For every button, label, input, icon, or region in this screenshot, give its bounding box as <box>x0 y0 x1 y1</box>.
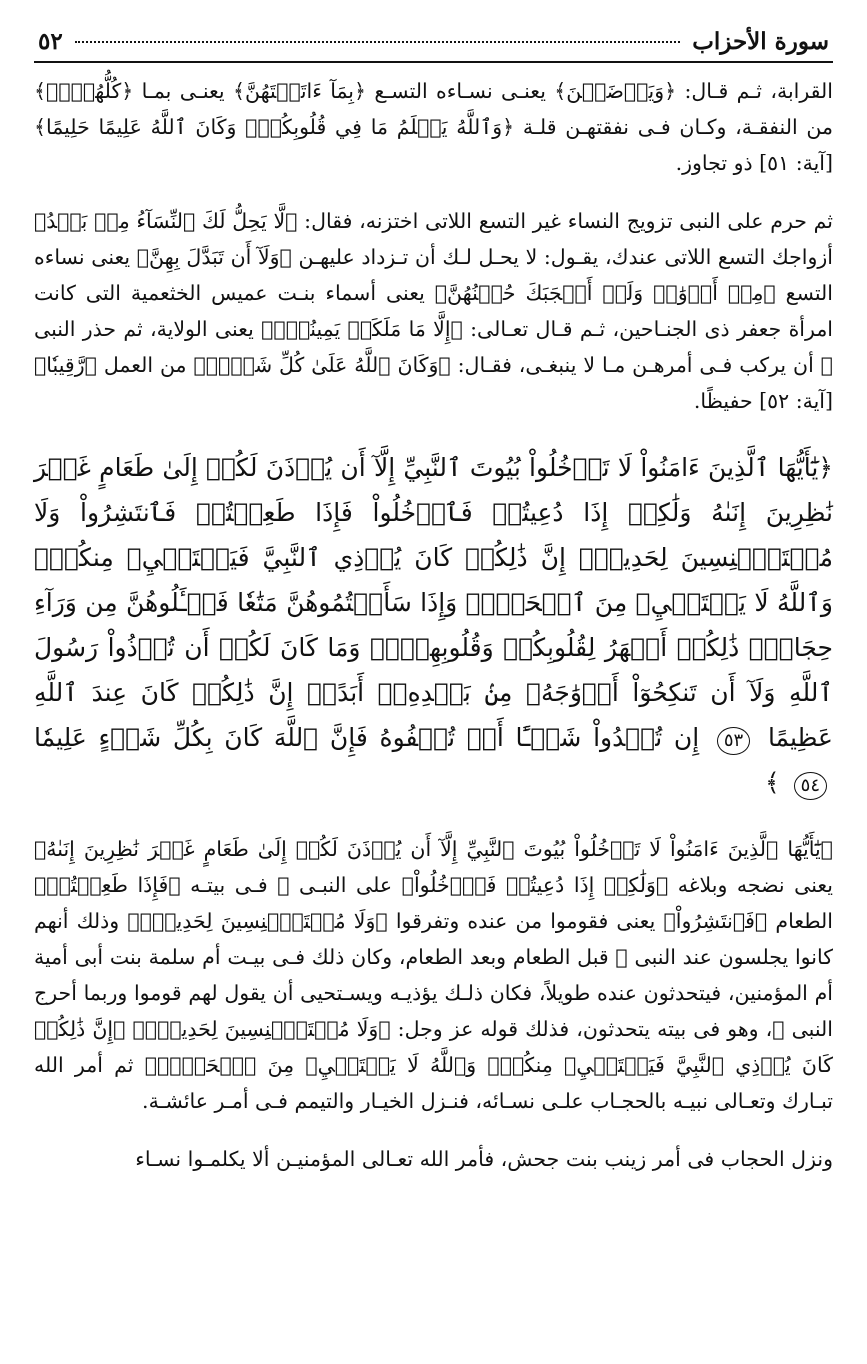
verse-number-marker-2: ٥٤ <box>794 772 827 800</box>
commentary-paragraph-4: ونزل الحجاب فى أمر زينب بنت جحش، فأمر الله تعـالى المؤمنيـن ألا يكلمـوا نسـاء <box>135 1147 833 1171</box>
page-header <box>34 28 833 63</box>
quran-closing-bracket: ﴾ <box>765 768 780 797</box>
quran-verse-text: ﴿يَٰٓأَيُّهَا ٱلَّذِينَ ءَامَنُواْ لَا تَدۡخُلُواْ بُيُوتَ ٱلنَّبِيِّ إِلَّآ أَن يُؤۡذَنَ لَكُمۡ إِلَىٰ طَعَامٍ غَيۡرَ نَٰظِرِينَ إِنَىٰهُ وَلَٰكِنۡ إِذَا دُعِيتُمۡ فَٱدۡخُلُواْ فَإِذَا طَعِمۡتُمۡ فَٱنتَشِرُواْ وَلَا مُسۡتَـٔۡنِسِينَ لِحَدِيثٍۚ إِنَّ ذَٰلِكُمۡ كَانَ يُؤۡذِي ٱلنَّبِيَّ فَيَسۡتَحۡيِۦ مِنكُمۡۖ وَٱللَّهُ لَا يَسۡتَحۡيِۦ مِنَ ٱلۡحَقِّۚ وَإِذَا سَأَلۡتُمُوهُنَّ مَتَٰعٗا فَسۡـَٔلُوهُنَّ مِن وَرَآءِ حِجَابٖۚ ذَٰلِكُمۡ أَطۡهَرُ لِقُلُوبِكُمۡ وَقُلُوبِهِنَّۚ وَمَا كَانَ لَكُمۡ أَن تُؤۡذُواْ رَسُولَ ٱللَّهِ وَلَآ أَن تَنكِحُوٓاْ أَزۡوَٰجَهُۥ مِنۢ بَعۡدِهِۦٓ أَبَدًاۚ إِنَّ ذَٰلِكُمۡ كَانَ عِندَ ٱللَّهِ عَظِيمًا <box>34 453 833 752</box>
commentary-paragraph-1: القرابة، ثـم قـال: ﴿وَيَرۡضَيۡنَ﴾ يعنـى نسـاءه التسـع ﴿بِمَآ ءَاتَيۡتَهُنَّ﴾ يعنـى بمـا ﴿كُلُّهُنَّۚ﴾ من النفقـة، وكـان فـى نفقتهـن قلـة ﴿وَٱللَّهُ يَعۡلَمُ مَا فِي قُلُوبِكُمۡۚ وَكَانَ ٱللَّهُ عَلِيمًا حَلِيمًا﴾ [آية: ٥١] ذو تجاوز. <box>34 79 833 175</box>
page-number: ٥٢ <box>38 28 63 55</box>
verse-number-marker: ٥٣ <box>717 727 750 755</box>
quran-verse-text-2: إِن تُبۡدُواْ شَيۡـًٔا أَوۡ تُخۡفُوهُ فَإِنَّ ٱللَّهَ كَانَ بِكُلِّ شَيۡءٍ عَلِيمٗا <box>34 723 700 752</box>
commentary-paragraph-3: ﴿يَٰٓأَيُّهَا ٱلَّذِينَ ءَامَنُواْ لَا تَدۡخُلُواْ بُيُوتَ ٱلنَّبِيِّ إِلَّآ أَن يُؤۡذَنَ لَكُمۡ إِلَىٰ طَعَامٍ غَيۡرَ نَٰظِرِينَ إِنَىٰهُ﴾ يعنى نضجه وبلاغه ﴿وَلَٰكِنۡ إِذَا دُعِيتُمۡ فَٱدۡخُلُواْ﴾ على النبـى ﷺ فـى بيتـه ﴿فَإِذَا طَعِمۡتُمۡ﴾ الطعام ﴿فَٱنتَشِرُواْ﴾ يعنى فقوموا من عنده وتفرقوا ﴿وَلَا مُسۡتَـٔۡنِسِينَ لِحَدِيثٍۚ﴾ وذلك أنهم كانوا يجلسون عند النبى ﷺ قبل الطعام وبعد الطعام، وكان ذلك فـى بيـت أم سلمة بنت أبى أمية أم المؤمنين، فيتحدثون عنده طويلاً، فكان ذلـك يؤذيـه ويسـتحيى أن يقول لهم قوموا وربما أحرج النبى ﷺ، وهو فى بيته يتحدثون، فذلك قوله عز وجل: ﴿وَلَا مُسۡتَـٔۡنِسِينَ لِحَدِيثٍۚ﴾ ﴿إِنَّ ذَٰلِكُمۡ كَانَ يُؤۡذِي ٱلنَّبِيَّ فَيَسۡتَحۡيِۦ مِنكُمۡۖ وَٱللَّهُ لَا يَسۡتَحۡيِۦ مِنَ ٱلۡحَقِّۚ﴾ ثم أمر الله تبـارك وتعـالى نبيـه بالحجـاب علـى نسـائه، فنـزل الخيـار والتيمم فـى أمـر عائشـة. <box>34 837 833 1113</box>
commentary-paragraph-2: ثم حرم على النبى تزويج النساء غير التسع اللاتى اختزنه، فقال: ﴿لَّا يَحِلُّ لَكَ ٱلنِّسَآءُ مِنۢ بَعۡدُ﴾ أزواجك التسع اللاتى عندك، يقـول: لا يحـل لـك أن تـزداد عليهـن ﴿وَلَآ أَن تَبَدَّلَ بِهِنَّ﴾ يعنى نساءه التسع ﴿مِنۡ أَزۡوَٰجٖ وَلَوۡ أَعۡجَبَكَ حُسۡنُهُنَّ﴾ يعنى أسماء بنـت عميس الخثعمية التى كانت امرأة جعفر ذى الجنـاحين، ثـم قـال تعـالى: ﴿إِلَّا مَا مَلَكَتۡ يَمِينُكَۗ﴾ يعنى الولاية، ثم حذر النبى ﷺ أن يركب فـى أمرهـن مـا لا ينبغـى، فقـال: ﴿وَكَانَ ٱللَّهُ عَلَىٰ كُلِّ شَيۡءٖ﴾ من العمل ﴿رَّقِيبٗا﴾ [آية: ٥٢] حفيظًا. <box>34 209 833 413</box>
surah-title: سورة الأحزاب <box>692 28 829 55</box>
header-dotted-leader <box>75 41 681 43</box>
quran-verse-block <box>34 445 833 805</box>
